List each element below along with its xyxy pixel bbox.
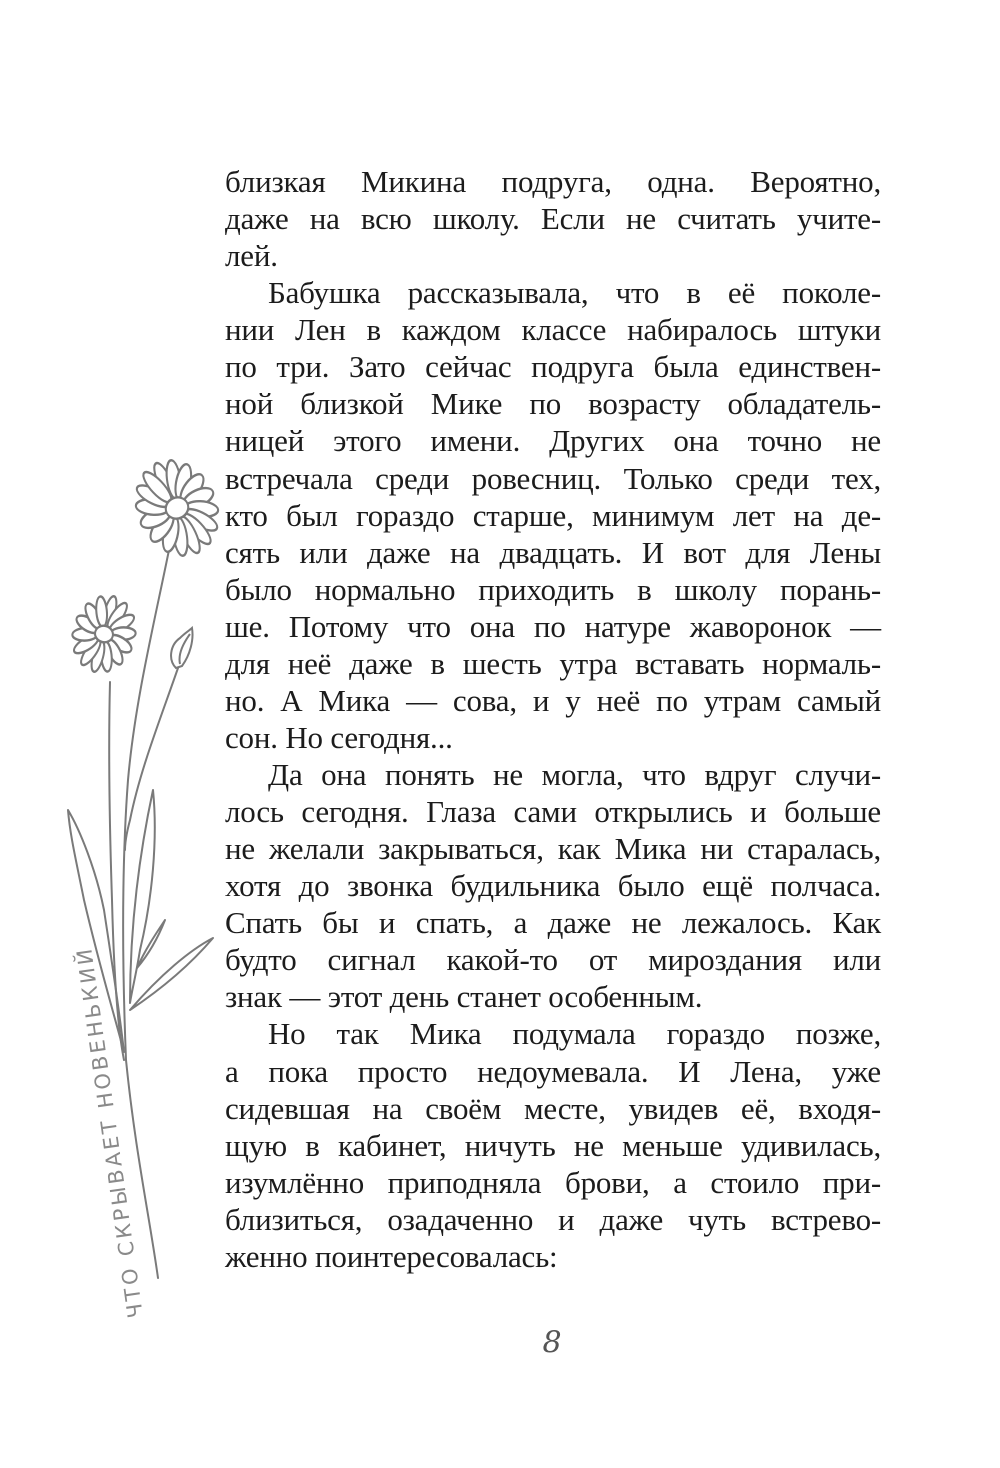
text-line: а пока просто недоумевала. И Лена, уже [225, 1053, 881, 1089]
text-line: изумлённо приподняла брови, а стоило при- [225, 1164, 881, 1200]
text-line: Спать бы и спать, а даже не лежалось. Как [225, 905, 881, 941]
text-line: сять или даже на двадцать. И вот для Лены [225, 534, 881, 570]
text-line: женно поинтересовалась: [225, 1238, 558, 1274]
text-line: будто сигнал какой-то от мироздания или [225, 942, 881, 978]
text-line: даже на всю школу. Если не считать учите- [225, 201, 881, 237]
body-text [225, 163, 881, 1275]
text-line: сон. Но сегодня... [225, 719, 453, 755]
right-leaf [130, 938, 213, 1010]
small-flower-head-icon [63, 588, 144, 680]
text-line: но. А Мика — сова, и у неё по утрам самый [225, 682, 881, 718]
flower-illustration [0, 420, 260, 1320]
text-line: хотя до звонка будильника было ещё полчаса. [225, 868, 881, 904]
page-number: 8 [542, 1325, 562, 1361]
text-line: лось сегодня. Глаза сами открылись и больше [225, 794, 881, 830]
text-line: ницей этого имени. Других она точно не [225, 423, 881, 459]
running-title: ЧТО СКРЫВАЕТ НОВЕНЬКИЙ [72, 944, 148, 1320]
text-line: щую в кабинет, ничуть не меньше удивилась, [225, 1127, 881, 1163]
text-line: встречала среди ровесниц. Только среди тех, [225, 460, 881, 496]
text-line: ной близкой Мике по возрасту обладатель- [225, 386, 881, 422]
bud-stem [125, 668, 178, 850]
text-line: лей. [225, 238, 278, 274]
text-line: Да она понять не могла, что вдруг случи- [268, 757, 881, 792]
text-line: близкая Микина подруга, одна. Вероятно, [225, 164, 881, 199]
text-line: по три. Зато сейчас подруга была единствен- [225, 349, 881, 385]
text-line: близиться, озадаченно и даже чуть встрево- [225, 1201, 881, 1237]
large-flower-head-icon [120, 447, 233, 570]
flower-bud-icon [171, 628, 192, 668]
main-stem [123, 545, 170, 1278]
text-line: не желали закрываться, как Мика ни старалась, [225, 831, 881, 867]
text-line: сидевшая на своём месте, увидев её, входя- [225, 1090, 881, 1126]
text-line: Но так Мика подумала гораздо позже, [268, 1016, 881, 1052]
text-line: Бабушка рассказывала, что в её поколе- [268, 275, 881, 311]
text-line: для неё даже в шесть утра вставать нормаль- [225, 645, 881, 681]
text-line: ше. Потому что она по натуре жаворонок — [225, 608, 881, 644]
text-line: знак — этот день станет особенным. [225, 979, 703, 1015]
text-line: кто был гораздо старше, минимум лет на де- [225, 497, 881, 533]
text-line: было нормально приходить в школу порань- [225, 571, 881, 607]
middle-leaf [130, 790, 155, 1003]
text-line: нии Лен в каждом классе набиралось штуки [225, 312, 881, 348]
